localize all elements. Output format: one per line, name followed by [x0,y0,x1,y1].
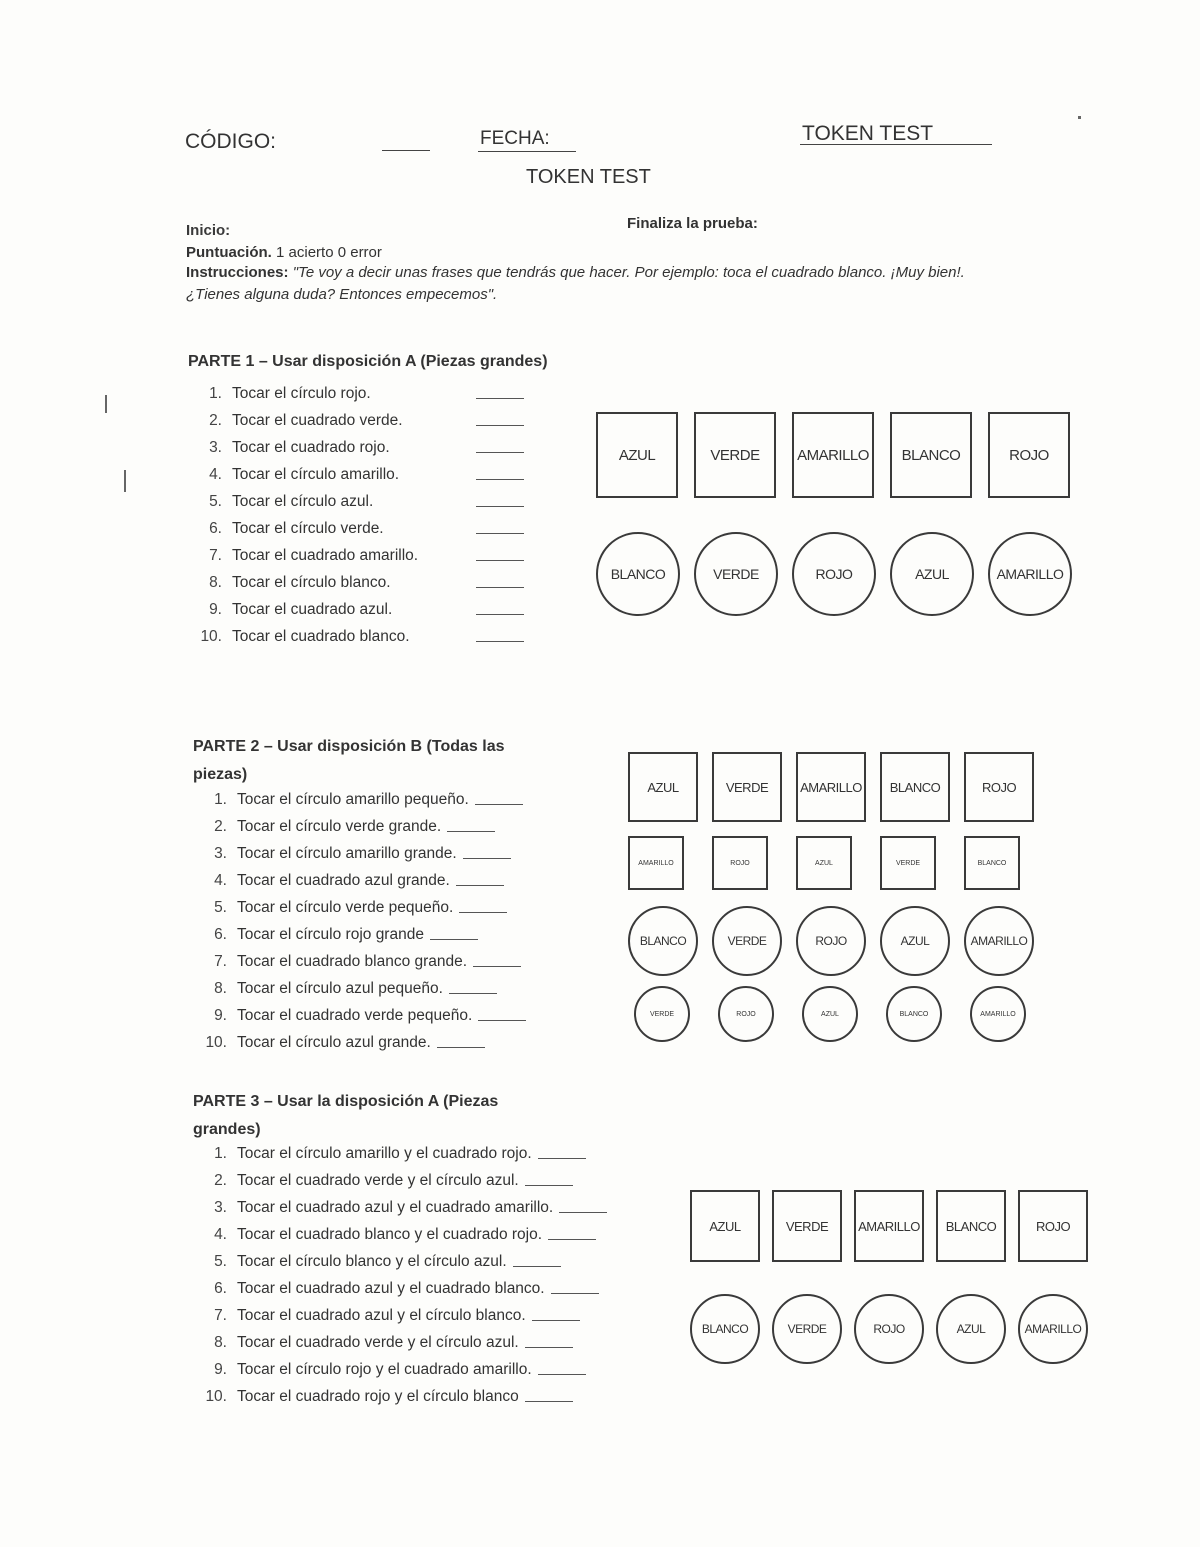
token-label: ROJO [873,1322,905,1336]
token-square [792,412,874,498]
token-circle [628,906,698,976]
item-number: 3. [214,844,227,862]
score-blank[interactable] [548,1229,596,1240]
token-square [712,752,782,822]
score-blank[interactable] [559,1202,607,1213]
item-text: Tocar el círculo rojo. [232,384,371,402]
score-blank[interactable] [476,631,524,642]
item-text: Tocar el círculo verde. [232,519,384,537]
instrucciones-text: "Te voy a decir unas frases que tendrás que hacer. Por ejemplo: toca el cuadrado blanco. ¡Muy bien!. ¿Tienes alguna duda? Entonces empecemos". [186,264,965,303]
parte1-item [190,461,418,488]
parte1-item [190,407,418,434]
token-label: ROJO [1035,1218,1071,1234]
token-label: VERDE [787,1322,827,1336]
token-circle [854,1294,924,1364]
score-blank[interactable] [478,1010,526,1021]
score-blank[interactable] [513,1256,561,1267]
score-blank[interactable] [476,469,524,480]
token-square [690,1190,760,1262]
parte2-title-main: PARTE 2 – Usar disposición B [193,738,423,755]
token-square [936,1190,1006,1262]
token-circle [718,986,774,1042]
token-circle [1018,1294,1088,1364]
item-number: 4. [209,465,222,483]
item-text: Tocar el cuadrado rojo y el círculo blanco [237,1387,519,1405]
token-circle [970,986,1026,1042]
token-square [964,836,1020,890]
token-circle [880,906,950,976]
token-circle [772,1294,842,1364]
token-label: AMARILLO [996,566,1064,582]
parte2-title [193,733,553,789]
token-square [628,752,698,822]
token-label: VERDE [727,934,767,948]
puntuacion-label: Puntuación. [186,244,272,261]
token-label: VERDE [713,566,759,582]
parte3-title-main: PARTE 3 – Usar la disposición A [193,1093,439,1110]
parte1-title-main: PARTE 1 – Usar disposición A [188,353,416,370]
item-number: 9. [214,1360,227,1378]
item-number: 6. [209,519,222,537]
token-circle [890,532,974,616]
token-circle [690,1294,760,1364]
parte1-item [190,623,418,650]
parte3-subtitle: (Piezas grandes) [193,1093,499,1138]
item-number: 10. [205,1387,227,1405]
parte3-item [195,1356,607,1383]
puntuacion-value: 1 acierto 0 error [276,244,382,261]
token-label: BLANCO [945,1218,997,1234]
parte2-item [195,867,526,894]
token-label: BLANCO [610,566,666,582]
token-label: VERDE [710,446,760,464]
token-circle [634,986,690,1042]
token-square [796,836,852,890]
item-text: Tocar el círculo blanco y el círculo azul. [237,1252,507,1270]
item-text: Tocar el cuadrado blanco. [232,627,410,645]
score-blank[interactable] [449,983,497,994]
parte2-item [195,840,526,867]
token-label: AZUL [618,446,656,464]
scan-speck [1078,116,1081,119]
parte1-item [190,515,418,542]
item-number: 8. [209,573,222,591]
token-label: AMARILLO [800,779,862,795]
item-number: 9. [209,600,222,618]
item-number: 1. [214,790,227,808]
token-square [712,836,768,890]
token-label: VERDE [725,779,769,795]
item-text: Tocar el cuadrado rojo. [232,438,390,456]
token-label: AMARILLO [980,1010,1016,1018]
score-blank[interactable] [476,604,524,615]
token-label: BLANCO [639,934,687,948]
item-number: 2. [214,817,227,835]
inicio-label: Inicio: [186,222,231,239]
score-blank[interactable] [476,496,524,507]
token-square [796,752,866,822]
token-label: AMARILLO [638,859,674,867]
scan-speck [105,395,107,413]
token-square [1018,1190,1088,1262]
token-label: AZUL [815,859,833,867]
token-circle [936,1294,1006,1364]
token-label: AZUL [709,1218,741,1234]
token-square [988,412,1070,498]
parte3-item [195,1275,607,1302]
item-text: Tocar el cuadrado azul grande. [237,871,450,889]
parte3-item [195,1221,607,1248]
item-number: 7. [209,546,222,564]
token-square [772,1190,842,1262]
parte3-title [193,1088,553,1144]
token-label: AZUL [821,1010,839,1018]
parte1-subtitle: (Piezas grandes) [420,353,548,370]
token-circle [792,532,876,616]
parte1-item [190,380,418,407]
token-square [854,1190,924,1262]
item-number: 5. [214,898,227,916]
page-title: TOKEN TEST [526,166,651,188]
item-number: 2. [209,411,222,429]
scan-speck [124,470,126,492]
parte2-board [628,750,1038,1050]
parte2-item [195,813,526,840]
score-blank[interactable] [476,442,524,453]
token-square [890,412,972,498]
item-number: 8. [214,1333,227,1351]
parte2-subtitle: (Todas las piezas) [193,738,505,783]
fecha-label: FECHA: [480,128,550,149]
token-label: BLANCO [901,446,961,464]
item-number: 6. [214,925,227,943]
token-label: AZUL [956,1322,986,1336]
item-number: 10. [200,627,222,645]
instrucciones [186,262,986,306]
instrucciones-label: Instrucciones: [186,264,289,281]
parte2-item [195,894,526,921]
item-number: 6. [214,1279,227,1297]
token-circle [694,532,778,616]
token-label: BLANCO [899,1010,929,1018]
item-text: Tocar el círculo azul grande. [237,1033,431,1051]
item-text: Tocar el círculo azul. [232,492,374,510]
token-label: AMARILLO [797,446,869,464]
token-label: AMARILLO [970,934,1028,948]
token-circle [712,906,782,976]
token-label: VERDE [895,859,921,867]
parte1-board [596,410,1080,620]
score-blank[interactable] [525,1175,573,1186]
score-blank[interactable] [459,902,507,913]
parte2-item [195,786,526,813]
token-square [694,412,776,498]
item-number: 7. [214,1306,227,1324]
parte3-board [690,1188,1090,1368]
token-circle [596,532,680,616]
item-text: Tocar el cuadrado verde y el círculo azul. [237,1333,519,1351]
parte2-item [195,921,526,948]
item-number: 5. [214,1252,227,1270]
item-text: Tocar el círculo amarillo grande. [237,844,457,862]
parte3-item [195,1329,607,1356]
item-text: Tocar el círculo rojo grande [237,925,424,943]
item-text: Tocar el círculo verde pequeño. [237,898,454,916]
parte2-list [195,786,526,1056]
item-text: Tocar el cuadrado azul y el cuadrado amarillo. [237,1198,554,1216]
token-label: AMARILLO [858,1218,920,1234]
item-number: 5. [209,492,222,510]
item-number: 7. [214,952,227,970]
puntuacion-line [186,244,382,261]
item-text: Tocar el cuadrado verde pequeño. [237,1006,473,1024]
score-blank[interactable] [430,929,478,940]
parte3-list [195,1140,607,1410]
item-text: Tocar el cuadrado amarillo. [232,546,419,564]
codigo-blank [382,150,430,151]
item-text: Tocar el cuadrado azul. [232,600,393,618]
parte1-item [190,596,418,623]
score-blank[interactable] [538,1364,586,1375]
item-text: Tocar el círculo amarillo y el cuadrado rojo. [237,1144,532,1162]
token-label: BLANCO [701,1322,749,1336]
score-blank[interactable] [437,1037,485,1048]
token-label: ROJO [815,566,853,582]
parte1-item [190,569,418,596]
token-label: ROJO [736,1010,756,1018]
codigo-label: CÓDIGO: [185,130,277,153]
header-right-title: TOKEN TEST [802,122,934,145]
token-circle [796,906,866,976]
item-text: Tocar el círculo blanco. [232,573,391,591]
parte3-item [195,1194,607,1221]
token-square [964,752,1034,822]
item-text: Tocar el círculo amarillo. [232,465,400,483]
parte3-item [195,1167,607,1194]
score-blank[interactable] [551,1283,599,1294]
item-number: 9. [214,1006,227,1024]
token-square [596,412,678,498]
parte1-item [190,434,418,461]
item-text: Tocar el círculo verde grande. [237,817,442,835]
item-number: 4. [214,1225,227,1243]
item-number: 4. [214,871,227,889]
token-square [628,836,684,890]
token-label: ROJO [981,779,1017,795]
score-blank[interactable] [525,1337,573,1348]
item-text: Tocar el cuadrado azul y el cuadrado blanco. [237,1279,545,1297]
score-blank[interactable] [473,956,521,967]
score-blank[interactable] [456,875,504,886]
parte3-item [195,1302,607,1329]
item-text: Tocar el círculo amarillo pequeño. [237,790,469,808]
token-label: VERDE [785,1218,829,1234]
item-text: Tocar el cuadrado verde. [232,411,403,429]
score-blank[interactable] [476,415,524,426]
parte3-item [195,1140,607,1167]
token-label: AMARILLO [1024,1322,1082,1336]
token-circle [988,532,1072,616]
score-blank[interactable] [525,1391,573,1402]
parte1-item [190,488,418,515]
score-blank[interactable] [463,848,511,859]
token-label: AZUL [915,566,949,582]
item-number: 3. [209,438,222,456]
parte2-item [195,1029,526,1056]
token-circle [964,906,1034,976]
item-number: 8. [214,979,227,997]
token-circle [802,986,858,1042]
score-blank[interactable] [476,577,524,588]
item-number: 1. [214,1144,227,1162]
token-square [880,752,950,822]
item-number: 3. [214,1198,227,1216]
finaliza-label: Finaliza la prueba: [627,215,758,232]
score-blank[interactable] [538,1148,586,1159]
score-blank[interactable] [476,388,524,399]
parte3-item [195,1383,607,1410]
item-number: 10. [205,1033,227,1051]
parte3-item [195,1248,607,1275]
score-blank[interactable] [532,1310,580,1321]
item-text: Tocar el cuadrado blanco grande. [237,952,468,970]
item-text: Tocar el cuadrado verde y el círculo azul. [237,1171,519,1189]
item-number: 1. [209,384,222,402]
parte1-title [188,353,548,371]
parte1-list [190,380,418,650]
header-right-underline [800,144,992,145]
parte2-item [195,975,526,1002]
token-label: BLANCO [889,779,941,795]
token-square [880,836,936,890]
token-label: ROJO [1009,446,1049,464]
token-label: VERDE [649,1010,675,1018]
item-text: Tocar el cuadrado blanco y el cuadrado rojo. [237,1225,543,1243]
score-blank[interactable] [476,550,524,561]
token-label: BLANCO [977,859,1007,867]
score-blank[interactable] [475,794,523,805]
item-text: Tocar el círculo azul pequeño. [237,979,443,997]
item-number: 2. [214,1171,227,1189]
token-label: AZUL [647,779,679,795]
token-circle [886,986,942,1042]
parte2-item [195,1002,526,1029]
token-label: ROJO [730,859,750,867]
score-blank[interactable] [476,523,524,534]
parte1-item [190,542,418,569]
token-label: AZUL [900,934,930,948]
token-label: ROJO [815,934,847,948]
item-text: Tocar el cuadrado azul y el círculo blanco. [237,1306,526,1324]
fecha-underline [478,151,576,152]
parte2-item [195,948,526,975]
item-text: Tocar el círculo rojo y el cuadrado amarillo. [237,1360,532,1378]
score-blank[interactable] [447,821,495,832]
